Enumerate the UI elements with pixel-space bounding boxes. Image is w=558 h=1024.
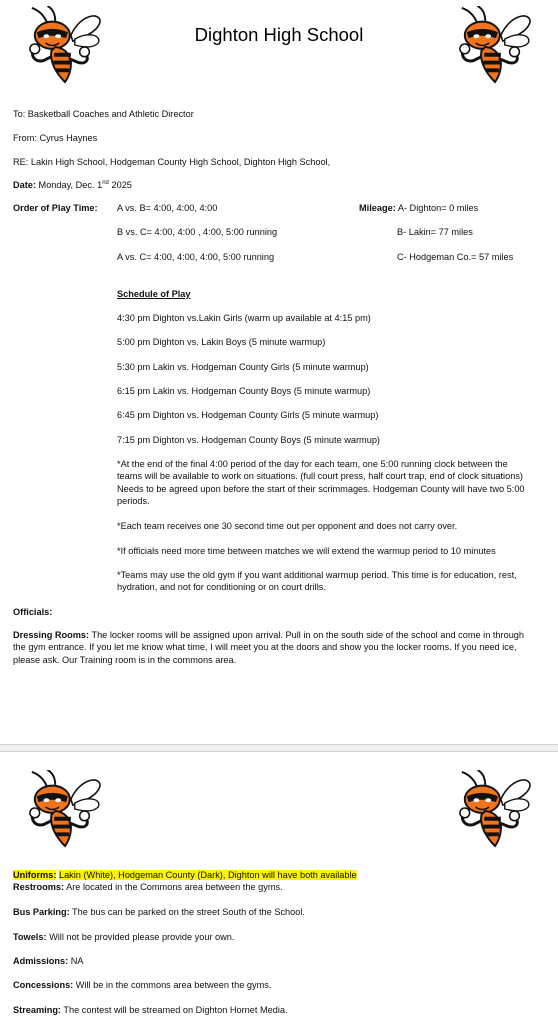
order-item: A vs. C= 4:00, 4:00, 4:00, 5:00 running — [117, 252, 275, 262]
date-value: Monday, Dec. 1 — [38, 180, 103, 190]
mileage-label: Mileage: — [359, 203, 396, 213]
schedule-item: 5:00 pm Dighton vs. Lakin Boys (5 minute warmup) — [117, 337, 326, 347]
memo-from: From: Cyrus Haynes — [13, 133, 98, 143]
towels: Towels: Will not be provided please provide your own. — [13, 932, 235, 942]
schedule-item: 5:30 pm Lakin vs. Hodgeman County Girls (5 minute warmup) — [117, 362, 369, 372]
schedule-note: *Each team receives one 30 second time out per opponent and does not carry over. — [117, 521, 458, 531]
officials-label: Officials: — [13, 607, 53, 617]
hornet-mascot-icon — [26, 770, 104, 848]
document-page-2 — [0, 752, 558, 1024]
order-label: Order of Play Time: — [13, 203, 98, 213]
date-label: Date: — [13, 180, 36, 190]
mileage-item: C- Hodgeman Co.= 57 miles — [397, 252, 514, 262]
date-sup: nd — [102, 179, 109, 186]
schedule-note: *Teams may use the old gym if you want additional warmup period. This time is for education, rest, hydration, and not for conditioning or on court drills. — [117, 570, 517, 593]
order-item: A vs. B= 4:00, 4:00, 4:00 — [117, 203, 218, 213]
schedule-item: 6:15 pm Lakin vs. Hodgeman County Boys (5 minute warmup) — [117, 386, 371, 396]
uniforms: Uniforms: Lakin (White), Hodgeman County (Dark), Dighton will have both available — [13, 870, 357, 880]
restrooms: Restrooms: Are located in the Commons area between the gyms. — [13, 882, 283, 892]
streaming: Streaming: The contest will be streamed on Dighton Hornet Media. — [13, 1005, 288, 1015]
page-separator — [0, 744, 558, 752]
memo-date — [13, 179, 132, 191]
bus-parking: Bus Parking: The bus can be parked on the street South of the School. — [13, 907, 305, 917]
admissions: Admissions: NA — [13, 956, 84, 966]
page-title: Dighton High School — [194, 24, 364, 45]
mileage-first: Mileage: A- Dighton= 0 miles — [359, 203, 479, 213]
concessions: Concessions: Will be in the commons area between the gyms. — [13, 980, 272, 990]
schedule-heading: Schedule of Play — [117, 289, 191, 299]
schedule-item: 7:15 pm Dighton vs. Hodgeman County Boys (5 minute warmup) — [117, 435, 380, 445]
mileage-item: B- Lakin= 77 miles — [397, 227, 473, 237]
memo-to: To: Basketball Coaches and Athletic Director — [13, 109, 194, 119]
memo-re: RE: Lakin High School, Hodgeman County High School, Dighton High School, — [13, 157, 331, 167]
date-year: 2025 — [111, 180, 132, 190]
schedule-note: *At the end of the final 4:00 period of the day for each team, one 5:00 running clock between the teams will be available to work on situations. (full court press, half court trap, end of clock situations) Needs to be agreed upon before the start of their scrimmages. Hodgeman County will have two 5:00 periods. — [117, 459, 525, 507]
schedule-item: 6:45 pm Dighton vs. Hodgeman County Girls (5 minute warmup) — [117, 410, 379, 420]
dressing-rooms: Dressing Rooms: The locker rooms will be assigned upon arrival. Pull in on the south side of the school and come in through the gym entrance. If you let me know what time, I will meet you at the doors and show you the locker rooms. If you need ice, please ask. Our Training room is in the commons area. — [13, 630, 525, 665]
hornet-mascot-icon — [456, 770, 534, 848]
schedule-note: *If officials need more time between matches we will extend the warmup period to 10 minutes — [117, 546, 496, 556]
order-item: B vs. C= 4:00, 4:00 , 4:00, 5:00 running — [117, 227, 278, 237]
schedule-item: 4:30 pm Dighton vs.Lakin Girls (warm up available at 4:15 pm) — [117, 313, 371, 323]
